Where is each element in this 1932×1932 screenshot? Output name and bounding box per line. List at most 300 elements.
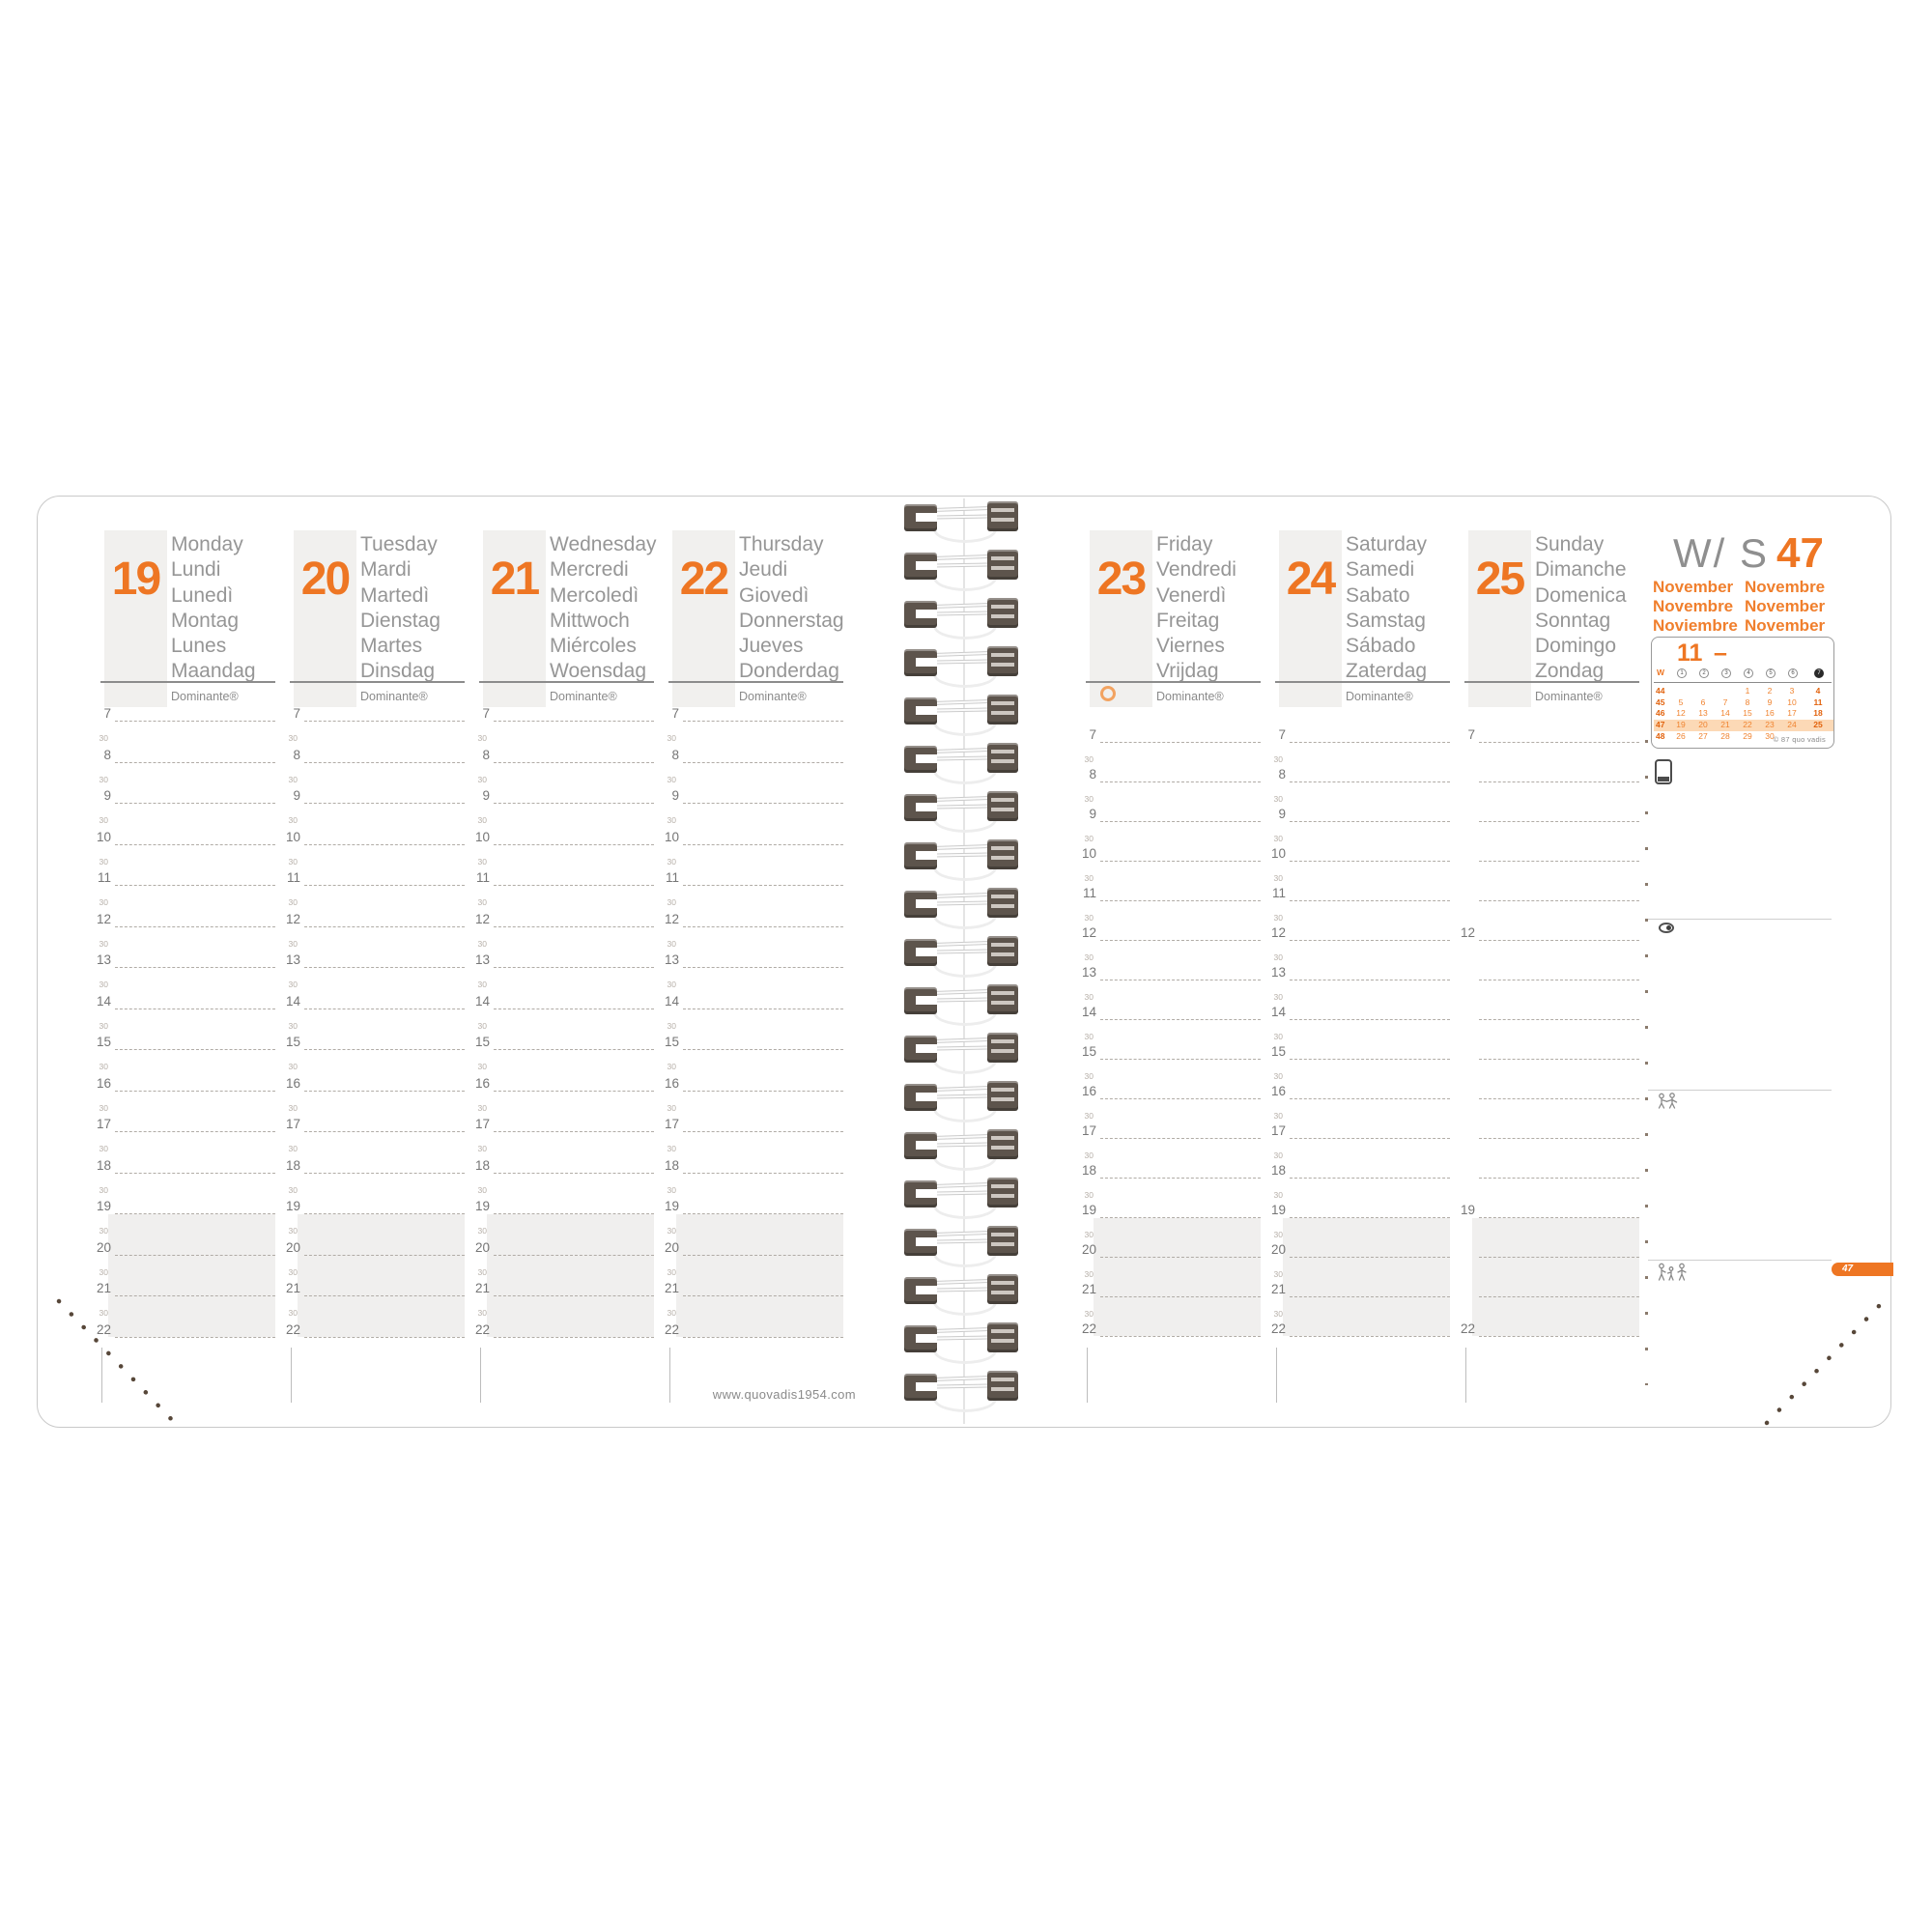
hour-label: 13 xyxy=(96,952,111,967)
binding-clip-right xyxy=(987,501,1018,531)
hour-line xyxy=(115,1337,275,1338)
half-hour-label: 30 xyxy=(1273,873,1283,883)
binding-clip-right xyxy=(987,695,1018,724)
sidebar-divider xyxy=(1648,919,1832,920)
time-grid xyxy=(664,497,855,1337)
sidebar-divider xyxy=(1648,1090,1832,1091)
hour-line xyxy=(1479,1019,1639,1020)
day-name: Thursday xyxy=(739,533,824,555)
hour-label: 21 xyxy=(285,1281,300,1295)
half-hour-label: 30 xyxy=(288,1062,298,1071)
hour-line xyxy=(683,1337,843,1338)
hour-label: 20 xyxy=(664,1239,679,1255)
half-hour-label: 30 xyxy=(1273,952,1283,962)
half-hour-label: 30 xyxy=(1084,1032,1094,1041)
day-name: Dinsdag xyxy=(360,660,436,683)
mini-cal-day: 13 xyxy=(1698,708,1708,719)
hour-line xyxy=(1290,1059,1450,1060)
hour-line xyxy=(1290,1019,1450,1020)
hour-label: 13 xyxy=(474,952,490,967)
half-hour-label: 30 xyxy=(99,774,108,784)
dominante-label: Dominante® xyxy=(1346,690,1413,703)
hour-label: 10 xyxy=(285,829,300,844)
day-name: Sábado xyxy=(1346,635,1416,658)
hour-line xyxy=(683,885,843,886)
hour-label: 22 xyxy=(1270,1321,1286,1336)
month-name: Noviembre xyxy=(1653,616,1738,635)
half-hour-label: 30 xyxy=(99,1308,108,1318)
hour-label: 18 xyxy=(474,1157,490,1173)
day-name: Donderdag xyxy=(739,660,839,683)
binding-clip-right xyxy=(987,550,1018,580)
hour-line xyxy=(494,1049,654,1050)
binding-loop xyxy=(904,1128,1018,1173)
hour-label: 16 xyxy=(285,1075,300,1091)
hour-line xyxy=(683,926,843,927)
binding-clip-right xyxy=(987,1226,1018,1256)
binding-wire xyxy=(927,844,995,850)
time-grid xyxy=(1270,497,1462,1336)
hour-label: 13 xyxy=(1081,965,1096,980)
day-name: Viernes xyxy=(1156,635,1225,658)
mini-cal-day: 11 xyxy=(1813,696,1823,707)
hour-line xyxy=(683,1173,843,1174)
hour-line xyxy=(1100,781,1261,782)
hour-line xyxy=(115,1091,275,1092)
hour-line xyxy=(494,1173,654,1174)
hour-label: 7 xyxy=(1278,727,1286,742)
evening-shade xyxy=(487,1214,654,1337)
half-hour-label: 30 xyxy=(667,980,676,989)
hour-label: 13 xyxy=(664,952,679,967)
day-name: Zondag xyxy=(1535,660,1605,683)
hour-label: 12 xyxy=(474,911,490,926)
mini-cal-day: 10 xyxy=(1787,696,1797,707)
dominante-label: Dominante® xyxy=(550,690,617,703)
mini-cal-week-col-header: W xyxy=(1657,668,1665,677)
mini-cal-week-number: 45 xyxy=(1656,696,1665,707)
week-tab: 47 xyxy=(1832,1263,1893,1276)
mini-cal-day: 22 xyxy=(1743,720,1752,730)
hour-line xyxy=(1290,1178,1450,1179)
footer-column-line xyxy=(101,1348,102,1403)
hour-line xyxy=(683,844,843,845)
mini-cal-day: 30 xyxy=(1765,730,1775,741)
half-hour-label: 30 xyxy=(667,897,676,907)
day-name: Maandag xyxy=(171,660,256,683)
mini-cal-day: 24 xyxy=(1787,720,1797,730)
time-grid xyxy=(1460,497,1651,1336)
hour-line xyxy=(1100,1296,1261,1297)
hour-line xyxy=(1479,821,1639,822)
hour-line xyxy=(304,1213,465,1214)
half-hour-label: 30 xyxy=(1084,1269,1094,1279)
hour-label: 10 xyxy=(664,829,679,844)
half-hour-label: 30 xyxy=(477,1184,487,1195)
hour-line xyxy=(304,1091,465,1092)
day-name: Vrijdag xyxy=(1156,660,1219,683)
half-hour-label: 30 xyxy=(288,815,298,825)
binding-clip-right xyxy=(987,936,1018,966)
binding-loop xyxy=(904,742,1018,786)
hour-label: 10 xyxy=(96,829,111,844)
week-number: 47 xyxy=(1776,529,1824,577)
mini-cal-day: 8 xyxy=(1745,696,1750,707)
hour-label: 20 xyxy=(96,1239,111,1255)
mini-cal-week-row xyxy=(1654,708,1833,720)
half-hour-label: 30 xyxy=(99,856,108,867)
half-hour-label: 30 xyxy=(477,1102,487,1113)
mini-cal-week-row xyxy=(1654,697,1833,709)
day-name: Lundi xyxy=(171,558,221,582)
hour-label: 22 xyxy=(1460,1321,1475,1336)
hour-line xyxy=(1290,1296,1450,1297)
mini-cal-weekday: 3 xyxy=(1721,668,1731,678)
hour-line xyxy=(304,721,465,722)
mini-cal-week-number: 48 xyxy=(1656,730,1665,741)
day-name: Vendredi xyxy=(1156,558,1236,582)
hour-line xyxy=(304,885,465,886)
mini-cal-day: 7 xyxy=(1722,696,1728,707)
day-name: Lunes xyxy=(171,635,227,658)
hour-label: 12 xyxy=(285,911,300,926)
hour-label: 21 xyxy=(474,1281,490,1295)
hour-label: 15 xyxy=(1270,1044,1286,1059)
hour-line xyxy=(1100,1059,1261,1060)
binding-wire xyxy=(927,651,995,657)
hour-line xyxy=(1100,742,1261,743)
dominante-label: Dominante® xyxy=(1156,690,1224,703)
hour-label: 15 xyxy=(664,1035,679,1049)
half-hour-label: 30 xyxy=(1084,1230,1094,1239)
mini-cal-weekday: 2 xyxy=(1699,668,1709,678)
hour-line xyxy=(1479,900,1639,901)
hour-line xyxy=(115,803,275,804)
binding-clip-left xyxy=(904,842,937,869)
hour-label: 8 xyxy=(293,747,300,762)
hour-label: 19 xyxy=(1270,1203,1286,1217)
day-name: Wednesday xyxy=(550,533,657,555)
spiral-binding xyxy=(904,0,1020,1932)
hour-line xyxy=(494,885,654,886)
mini-cal-day: 3 xyxy=(1789,686,1795,696)
mini-cal-day: 4 xyxy=(1815,686,1821,696)
half-hour-label: 30 xyxy=(477,938,487,949)
month-name: Novembre xyxy=(1653,597,1734,615)
binding-clip-left xyxy=(904,939,937,966)
hour-line xyxy=(115,1295,275,1296)
hour-label: 9 xyxy=(1089,807,1096,821)
hour-label: 18 xyxy=(664,1157,679,1173)
hour-line xyxy=(115,1173,275,1174)
half-hour-label: 30 xyxy=(1084,952,1094,962)
mini-cal-day: 19 xyxy=(1676,720,1686,730)
hour-label: 9 xyxy=(671,788,679,803)
day-name: Mercredi xyxy=(550,558,629,582)
hour-line xyxy=(1100,1178,1261,1179)
hour-line xyxy=(1100,1336,1261,1337)
day-column xyxy=(1462,497,1651,1429)
binding-wire xyxy=(927,603,995,609)
hour-label: 13 xyxy=(285,952,300,967)
binding-wire xyxy=(927,1327,995,1333)
hour-label: 18 xyxy=(1081,1163,1096,1178)
half-hour-label: 30 xyxy=(1273,794,1283,804)
binding-clip-right xyxy=(987,984,1018,1014)
half-hour-label: 30 xyxy=(667,1102,676,1113)
sidebar-divider xyxy=(1648,1260,1832,1261)
day-name: Saturday xyxy=(1346,533,1428,555)
hour-label: 21 xyxy=(1081,1282,1096,1296)
hour-label: 7 xyxy=(482,706,490,721)
hour-label: 19 xyxy=(474,1199,490,1213)
hour-label: 11 xyxy=(1271,886,1286,900)
binding-clip-right xyxy=(987,743,1018,773)
binding-clip-left xyxy=(904,891,937,918)
half-hour-label: 30 xyxy=(477,1226,487,1236)
binding-clip-right xyxy=(987,888,1018,918)
hour-label: 17 xyxy=(96,1117,111,1131)
day-name: Montag xyxy=(171,609,240,632)
hour-label: 10 xyxy=(1270,846,1286,861)
half-hour-label: 30 xyxy=(99,1144,108,1153)
mini-cal-week-number: 47 xyxy=(1656,720,1665,730)
binding-wire xyxy=(927,989,995,995)
hour-line xyxy=(494,1337,654,1338)
mini-cal-day: 17 xyxy=(1787,708,1797,719)
binding-loop xyxy=(904,935,1018,980)
binding-clip-left xyxy=(904,794,937,821)
binding-clip-left xyxy=(904,649,937,676)
binding-clip-right xyxy=(987,1178,1018,1208)
day-name: Domingo xyxy=(1535,635,1617,658)
binding-clip-left xyxy=(904,1180,937,1208)
hour-label: 15 xyxy=(1081,1044,1096,1059)
binding-clip-right xyxy=(987,1081,1018,1111)
binding-clip-left xyxy=(904,1229,937,1256)
day-name: Giovedì xyxy=(739,583,810,607)
hour-line xyxy=(1100,1257,1261,1258)
hour-label: 18 xyxy=(285,1157,300,1173)
half-hour-label: 30 xyxy=(477,1308,487,1318)
half-hour-label: 30 xyxy=(1273,1269,1283,1279)
half-hour-label: 30 xyxy=(1084,1309,1094,1319)
binding-clip-right xyxy=(987,1033,1018,1063)
hour-label: 8 xyxy=(671,747,679,762)
hour-line xyxy=(683,1131,843,1132)
mini-cal-week-row xyxy=(1654,731,1833,743)
hour-line xyxy=(115,721,275,722)
hour-line xyxy=(494,844,654,845)
mini-cal-weekday: 7 xyxy=(1814,668,1824,678)
half-hour-label: 30 xyxy=(477,980,487,989)
mini-cal-weekday: 1 xyxy=(1677,668,1687,678)
mini-cal-weekday: 4 xyxy=(1744,668,1753,678)
hour-line xyxy=(1479,1336,1639,1337)
half-hour-label: 30 xyxy=(667,1020,676,1031)
half-hour-label: 30 xyxy=(1273,1190,1283,1200)
binding-clip-left xyxy=(904,697,937,724)
binding-loop xyxy=(904,838,1018,883)
dominante-label: Dominante® xyxy=(1535,690,1603,703)
half-hour-label: 30 xyxy=(99,1102,108,1113)
day-name: Martedì xyxy=(360,583,430,607)
mini-cal-week-number: 46 xyxy=(1656,708,1665,719)
hour-label: 10 xyxy=(1081,846,1096,861)
half-hour-label: 30 xyxy=(288,1144,298,1153)
month-name: Novembre xyxy=(1745,578,1826,596)
footer-column-line xyxy=(1087,1348,1088,1403)
binding-loop xyxy=(904,597,1018,641)
hour-label: 9 xyxy=(1278,807,1286,821)
hour-label: 14 xyxy=(664,993,679,1009)
hour-label: 22 xyxy=(285,1321,300,1337)
hour-label: 19 xyxy=(285,1199,300,1213)
half-hour-label: 30 xyxy=(1273,834,1283,843)
hour-line xyxy=(1290,940,1450,941)
hour-line xyxy=(683,803,843,804)
hour-label: 7 xyxy=(1089,727,1096,742)
hour-line xyxy=(1479,861,1639,862)
hour-label: 19 xyxy=(96,1199,111,1213)
half-hour-label: 30 xyxy=(1273,1230,1283,1239)
hour-line xyxy=(1100,1019,1261,1020)
hour-line xyxy=(1290,781,1450,782)
half-hour-label: 30 xyxy=(667,1062,676,1071)
binding-clip-right xyxy=(987,1274,1018,1304)
half-hour-label: 30 xyxy=(1084,834,1094,843)
half-hour-label: 30 xyxy=(288,1184,298,1195)
hour-label: 11 xyxy=(1082,886,1096,900)
hour-line xyxy=(1479,781,1639,782)
hour-label: 9 xyxy=(293,788,300,803)
binding-loop xyxy=(904,694,1018,738)
half-hour-label: 30 xyxy=(477,1144,487,1153)
hour-label: 19 xyxy=(664,1199,679,1213)
half-hour-label: 30 xyxy=(99,938,108,949)
hour-label: 12 xyxy=(664,911,679,926)
week-sidebar xyxy=(1648,497,1892,1429)
mini-cal-day: 5 xyxy=(1678,696,1684,707)
half-hour-label: 30 xyxy=(1084,1071,1094,1081)
hour-line xyxy=(1479,1296,1639,1297)
hour-label: 15 xyxy=(96,1035,111,1049)
binding-loop xyxy=(904,500,1018,545)
hour-line xyxy=(115,1255,275,1256)
day-number: 19 xyxy=(111,554,160,605)
time-grid xyxy=(474,497,666,1337)
half-hour-label: 30 xyxy=(99,897,108,907)
half-hour-label: 30 xyxy=(1273,1032,1283,1041)
half-hour-label: 30 xyxy=(288,1266,298,1277)
binding-clip-right xyxy=(987,598,1018,628)
binding-loop xyxy=(904,790,1018,835)
hour-line xyxy=(494,1091,654,1092)
hour-label: 12 xyxy=(1081,925,1096,940)
hour-line xyxy=(1479,1217,1639,1218)
binding-clip-left xyxy=(904,504,937,531)
hour-label: 16 xyxy=(96,1075,111,1091)
half-hour-label: 30 xyxy=(477,1062,487,1071)
hour-line xyxy=(115,844,275,845)
half-hour-label: 30 xyxy=(99,733,108,743)
hour-line xyxy=(1100,1098,1261,1099)
half-hour-label: 30 xyxy=(1084,1151,1094,1160)
half-hour-label: 30 xyxy=(667,733,676,743)
hour-label: 7 xyxy=(1467,727,1475,742)
hour-label: 14 xyxy=(285,993,300,1009)
day-name: Mittwoch xyxy=(550,609,630,632)
hour-line xyxy=(494,1131,654,1132)
binding-loop xyxy=(904,983,1018,1028)
hour-label: 7 xyxy=(671,706,679,721)
evening-shade xyxy=(1283,1218,1450,1336)
hour-line xyxy=(304,1173,465,1174)
footer-column-line xyxy=(1465,1348,1466,1403)
evening-shade xyxy=(1094,1218,1261,1336)
hour-label: 9 xyxy=(103,788,111,803)
mini-calendar xyxy=(1651,637,1834,749)
hour-label: 14 xyxy=(474,993,490,1009)
half-hour-label: 30 xyxy=(99,980,108,989)
half-hour-label: 30 xyxy=(99,1266,108,1277)
hour-line xyxy=(1100,821,1261,822)
hour-line xyxy=(304,1131,465,1132)
hour-label: 18 xyxy=(1270,1163,1286,1178)
hour-line xyxy=(1290,821,1450,822)
half-hour-label: 30 xyxy=(1273,992,1283,1002)
half-hour-label: 30 xyxy=(667,815,676,825)
hour-label: 21 xyxy=(96,1281,111,1295)
binding-wire xyxy=(927,1376,995,1381)
day-name: Venerdì xyxy=(1156,583,1227,607)
hour-label: 19 xyxy=(1460,1203,1475,1217)
hour-label: 16 xyxy=(664,1075,679,1091)
half-hour-label: 30 xyxy=(288,774,298,784)
half-hour-label: 30 xyxy=(1273,754,1283,764)
hour-line xyxy=(304,1337,465,1338)
hour-line xyxy=(494,762,654,763)
mini-cal-day: 28 xyxy=(1720,730,1730,741)
hour-label: 14 xyxy=(1081,1005,1096,1019)
hour-label: 16 xyxy=(1270,1084,1286,1098)
half-hour-label: 30 xyxy=(477,774,487,784)
hour-label: 10 xyxy=(474,829,490,844)
hour-line xyxy=(115,885,275,886)
half-hour-label: 30 xyxy=(477,1020,487,1031)
day-number: 23 xyxy=(1096,554,1146,605)
mini-cal-day: 18 xyxy=(1813,708,1823,719)
hour-line xyxy=(1290,742,1450,743)
half-hour-label: 30 xyxy=(99,1184,108,1195)
binding-clip-left xyxy=(904,1374,937,1401)
half-hour-label: 30 xyxy=(477,733,487,743)
binding-clip-left xyxy=(904,746,937,773)
binding-clip-right xyxy=(987,646,1018,676)
hour-line xyxy=(115,926,275,927)
mini-cal-day: 16 xyxy=(1765,708,1775,719)
evening-shade xyxy=(108,1214,275,1337)
hour-line xyxy=(1100,861,1261,862)
hour-line xyxy=(115,967,275,968)
hour-label: 13 xyxy=(1270,965,1286,980)
hour-line xyxy=(683,721,843,722)
hour-label: 22 xyxy=(96,1321,111,1337)
hour-line xyxy=(1100,1217,1261,1218)
hour-label: 15 xyxy=(285,1035,300,1049)
half-hour-label: 30 xyxy=(1273,1071,1283,1081)
hour-line xyxy=(304,967,465,968)
